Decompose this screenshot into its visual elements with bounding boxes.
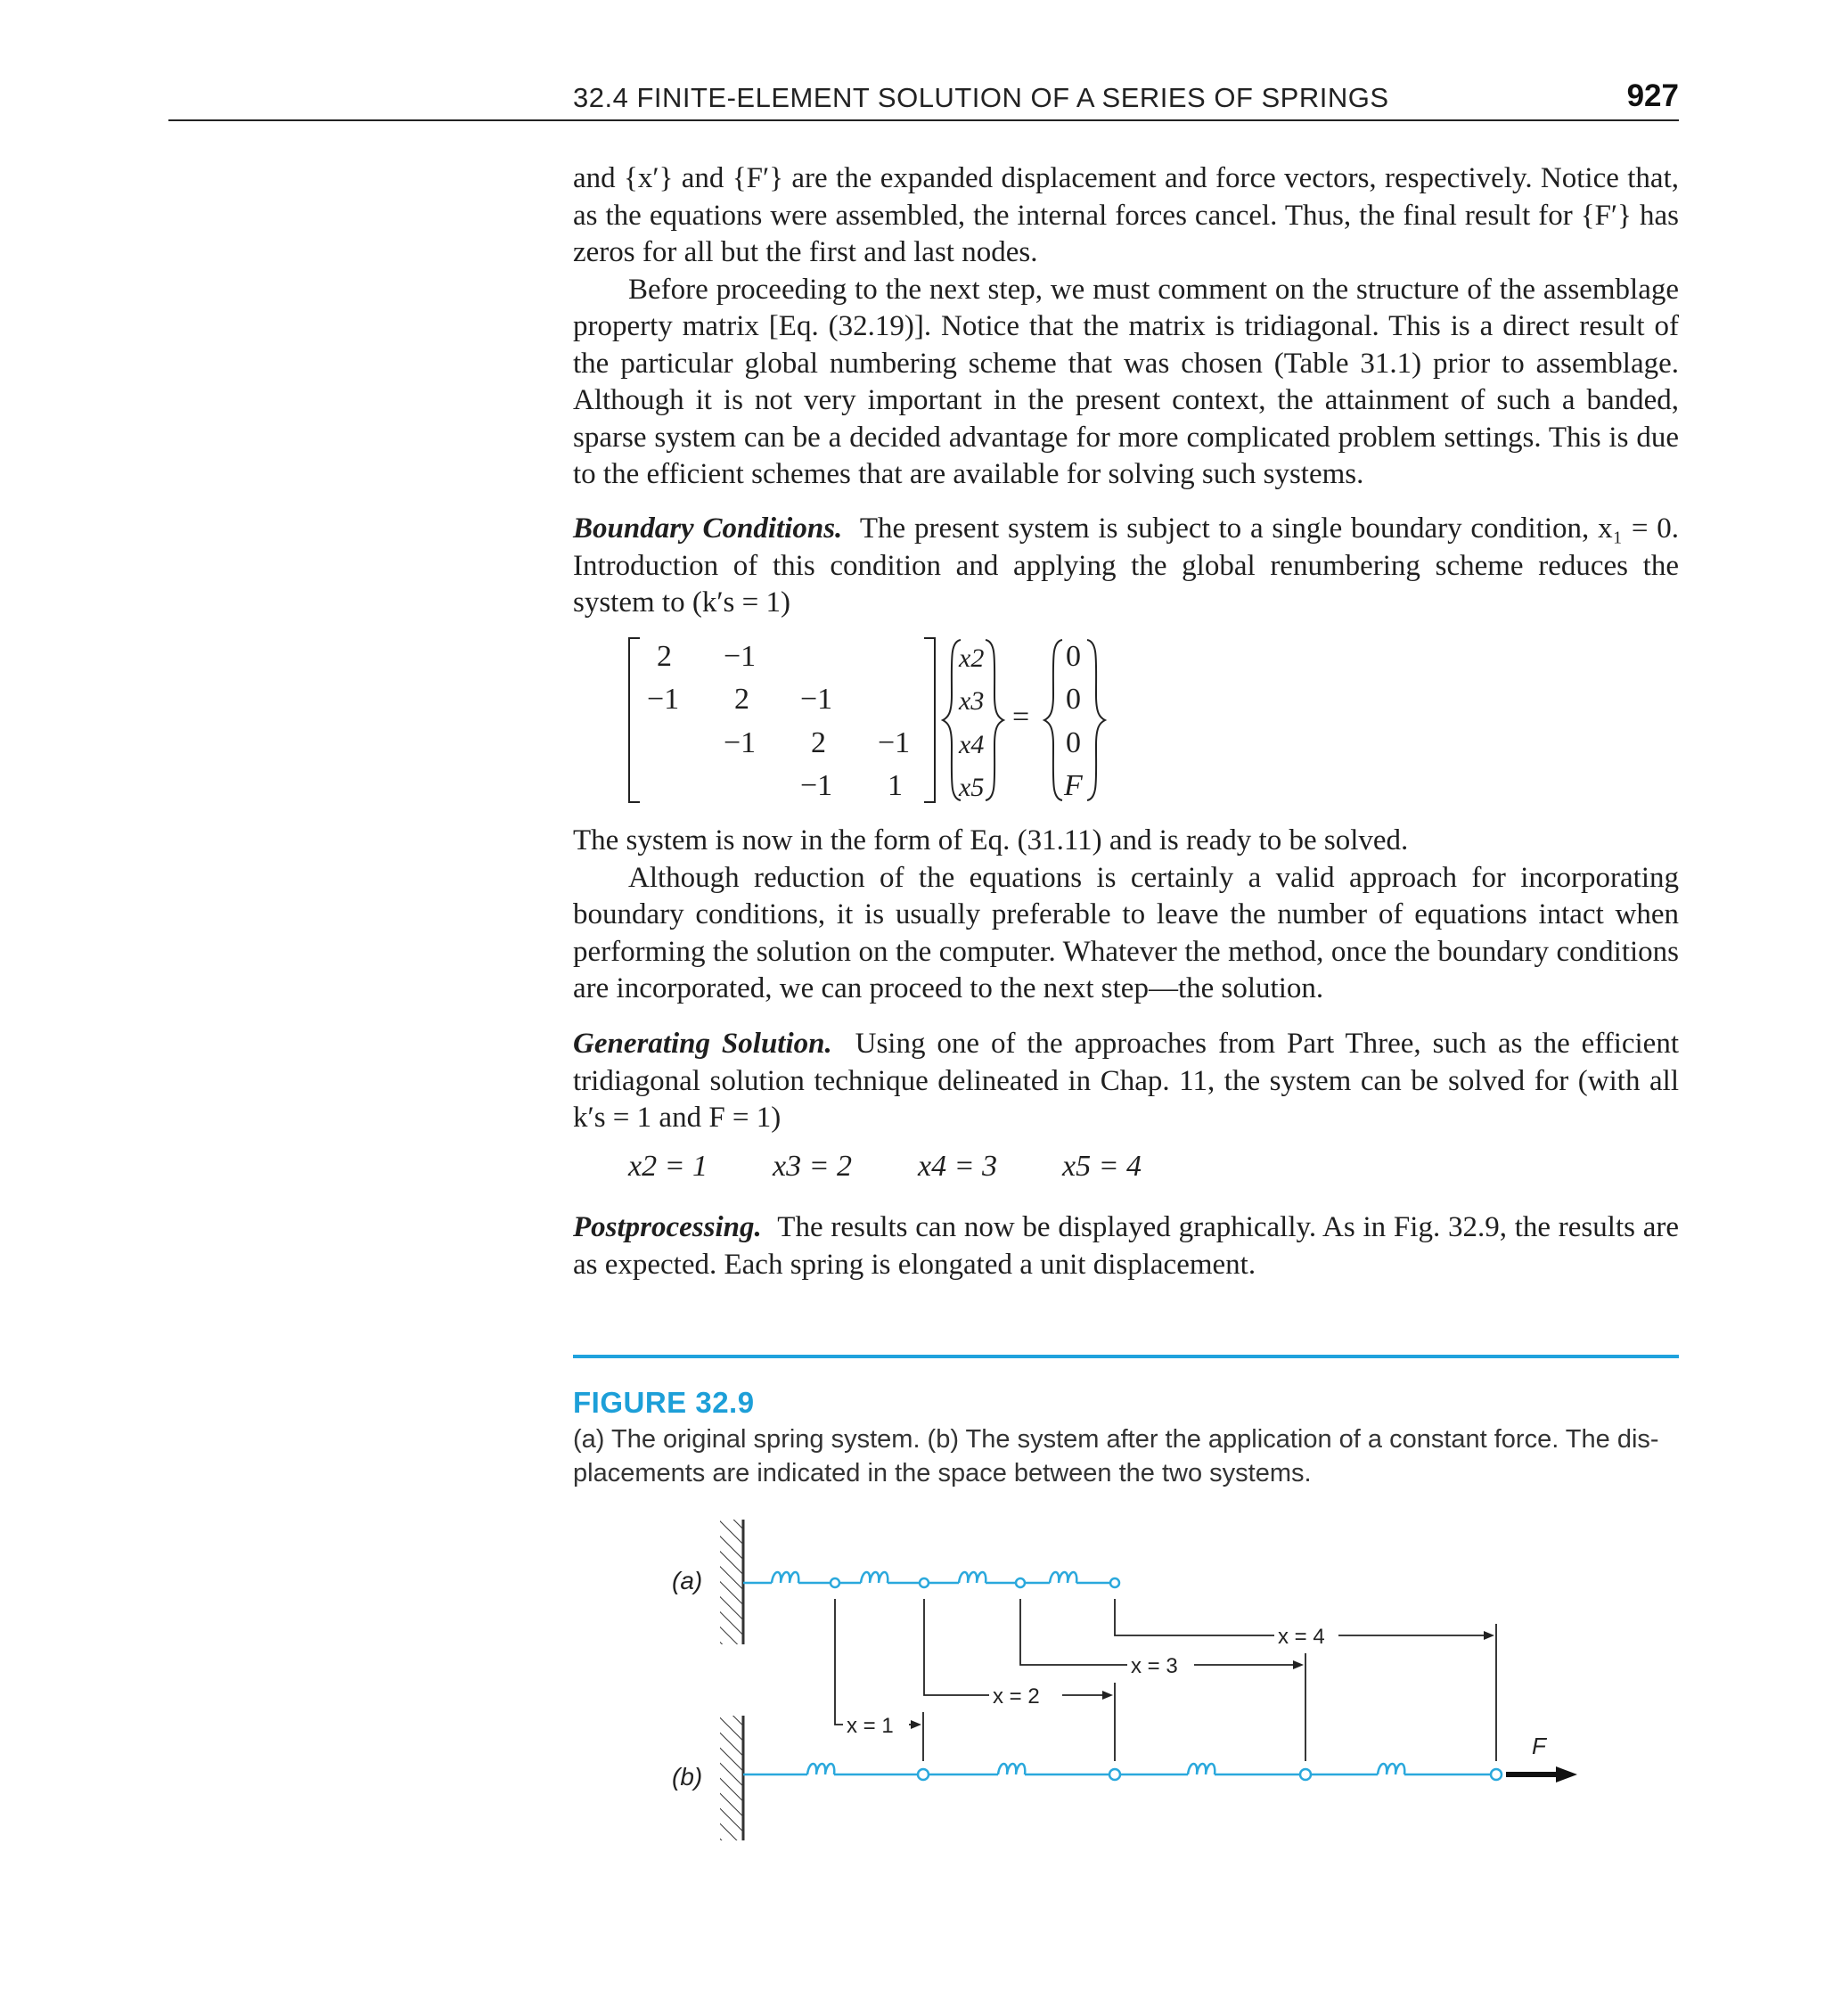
- paragraph-1: and {x′} and {F′} are the expanded displacement and force vectors, respectively. Notice that, as the equations were assembled, the internal forces cancel. Thus, the final result for {F′} has zeros for all but the first and last nodes.: [573, 162, 1679, 268]
- disp2-line: [924, 1599, 989, 1695]
- spring-b2: [998, 1764, 1025, 1774]
- generating-text: Using one of the approaches from Part Three, such as the efficient tridiagonal solution technique delineated in Chap. 11, the system can be solved for (with all k′s = 1 and F = 1): [573, 1028, 1679, 1134]
- spring-b3: [1188, 1764, 1215, 1774]
- matrix-r1c2: −1: [724, 640, 757, 673]
- page-number: 927: [1626, 78, 1679, 113]
- disp4-label: x = 4: [1278, 1625, 1325, 1649]
- paragraph-4: Although reduction of the equations is certainly a valid approach for incorporating boundary conditions, it is usually preferable to leave the number of equations intact when performing the solution on the computer. Whatever the method, once the boundary conditions are incorporated, we can proceed to the next step—the solution.: [573, 861, 1679, 1004]
- paragraph-2: Before proceeding to the next step, we must comment on the structure of the assemblage property matrix [Eq. (32.19)]. Notice that the matrix is tridiagonal. This is a direct result of the particular global numbering scheme that was chosen (Table 31.1) prior to assemblage. Although it is not very important in the present context, the attainment of such a banded, sparse system can be a decided advantage for more complicated problem settings. This is due to the efficient schemes that are available for solving such systems.: [573, 273, 1679, 490]
- rhs-entry-1: 0: [1066, 640, 1081, 673]
- wall-a-hatch: [720, 1520, 743, 1644]
- disp3-arrowhead: [1293, 1660, 1304, 1669]
- displacement-lines: [835, 1599, 1496, 1761]
- running-head: 32.4 FINITE-ELEMENT SOLUTION OF A SERIES OF SPRINGS: [573, 82, 1389, 113]
- figure-caption-text: (a) The original spring system. (b) The system after the application of a constant force. The displacements are indicated in the space between the two systems.: [573, 1425, 1659, 1487]
- matrix-r2c1: −1: [647, 683, 680, 716]
- displacement-arrowheads: [911, 1631, 1494, 1729]
- force-label: F: [1532, 1733, 1546, 1759]
- node-a3: [920, 1578, 929, 1587]
- spring-a2: [861, 1572, 888, 1583]
- rhs-entry-2: 0: [1066, 683, 1081, 716]
- disp1-label: x = 1: [847, 1714, 894, 1738]
- node-b2: [918, 1769, 929, 1780]
- disp3-line: [1020, 1599, 1127, 1665]
- node-b4: [1300, 1769, 1311, 1780]
- matrix-r3c3: 2: [811, 726, 826, 759]
- generating-heading: Generating Solution.: [573, 1028, 832, 1060]
- solution-x3: x3 = 2: [773, 1150, 853, 1183]
- disp1-line: [835, 1599, 843, 1725]
- disp4-line: [1115, 1599, 1274, 1635]
- postprocessing-text: The results can now be displayed graphically. As in Fig. 32.9, the results are as expected. Each spring is elongated a unit displacement.: [573, 1211, 1679, 1281]
- matrix-r3c4: −1: [878, 726, 911, 759]
- rhs-entry-3: 0: [1066, 726, 1081, 759]
- spring-a1: [772, 1572, 798, 1583]
- figure-title: FIGURE 32.9: [573, 1386, 755, 1419]
- equals-sign: =: [1012, 701, 1030, 733]
- matrix-r3c2: −1: [724, 726, 757, 759]
- spring-a4: [1050, 1572, 1076, 1583]
- label-b: (b): [672, 1763, 703, 1791]
- solution-x4: x4 = 3: [918, 1150, 998, 1183]
- node-a2: [831, 1578, 839, 1587]
- x-vector-entry-3: x4: [959, 730, 985, 759]
- label-a: (a): [672, 1567, 703, 1594]
- matrix-r2c2: 2: [734, 683, 749, 716]
- boundary-text: The present system is subject to a single boundary condition, x₁ = 0. Introduction of this condition and applying the global renumbering scheme reduces the system to (k′s = 1): [573, 512, 1680, 619]
- boundary-heading: Boundary Conditions.: [573, 512, 843, 545]
- matrix-r4c3: −1: [800, 769, 833, 802]
- node-a5: [1110, 1578, 1119, 1587]
- matrix-r4c4: 1: [888, 769, 903, 802]
- x-vector-entry-1: x2: [959, 643, 985, 673]
- disp2-arrowhead: [1102, 1691, 1113, 1700]
- solution-x2: x2 = 1: [628, 1150, 708, 1183]
- disp3-label: x = 3: [1131, 1654, 1178, 1678]
- spring-b4: [1378, 1764, 1404, 1774]
- spring-chain-a: [743, 1572, 1119, 1587]
- disp2-label: x = 2: [993, 1684, 1040, 1709]
- force-arrow-head: [1556, 1766, 1577, 1782]
- postprocessing-heading: Postprocessing.: [573, 1211, 762, 1243]
- node-b3: [1109, 1769, 1120, 1780]
- node-a4: [1016, 1578, 1025, 1587]
- matrix-r2c3: −1: [800, 683, 833, 716]
- x-vector-entry-4: x5: [959, 773, 985, 802]
- x-vector-entry-2: x3: [959, 686, 985, 716]
- disp1-arrowhead: [911, 1720, 921, 1729]
- paragraph-3: The system is now in the form of Eq. (31.11) and is ready to be solved.: [573, 824, 1409, 856]
- wall-b-hatch: [720, 1716, 743, 1840]
- spring-b1: [807, 1764, 834, 1774]
- spring-chain-b: [743, 1764, 1502, 1780]
- solution-x5: x5 = 4: [1062, 1150, 1142, 1183]
- spring-a3: [959, 1572, 986, 1583]
- disp4-arrowhead: [1484, 1631, 1494, 1640]
- node-b5: [1491, 1769, 1502, 1780]
- matrix-r1c1: 2: [657, 640, 672, 673]
- rhs-entry-4: F: [1064, 769, 1083, 802]
